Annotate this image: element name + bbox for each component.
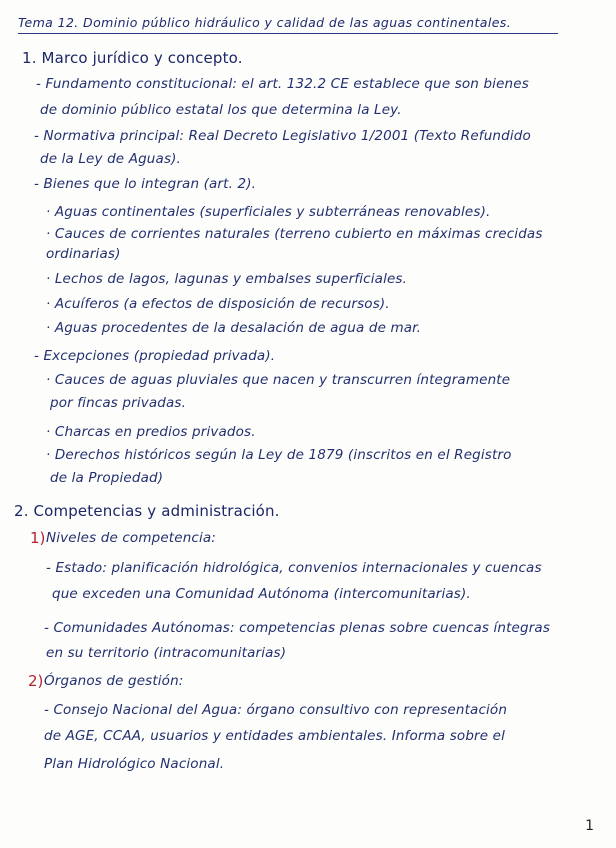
- subheading: Niveles de competencia:: [46, 530, 216, 546]
- text-line: - Normativa principal: Real Decreto Legislativo 1/2001 (Texto Refundido: [34, 128, 531, 144]
- page-title: Tema 12. Dominio público hidráulico y calidad de las aguas continentales.: [18, 15, 512, 30]
- bullet-item: de la Propiedad): [50, 470, 164, 486]
- text-line: en su territorio (intracomunitarias): [46, 645, 287, 661]
- bullet-item: · Aguas continentales (superficiales y subterráneas renovables).: [46, 204, 491, 220]
- bullet-item: · Derechos históricos según la Ley de 1879 (inscritos en el Registro: [46, 447, 512, 463]
- page-number: 1: [585, 818, 594, 834]
- text-line: de la Ley de Aguas).: [40, 151, 181, 167]
- text-line: - Comunidades Autónomas: competencias plenas sobre cuencas íntegras: [44, 620, 551, 636]
- text-line: Plan Hidrológico Nacional.: [44, 756, 225, 772]
- section-heading-1: 1. Marco jurídico y concepto.: [22, 49, 243, 67]
- text-line: - Consejo Nacional del Agua: órgano consultivo con representación: [44, 702, 508, 718]
- text-line: de AGE, CCAA, usuarios y entidades ambientales. Informa sobre el: [44, 728, 505, 744]
- title-underline: [18, 33, 558, 34]
- bullet-item: ordinarias): [46, 246, 121, 262]
- text-line: de dominio público estatal los que determina la Ley.: [40, 102, 402, 118]
- text-line: - Bienes que lo integran (art. 2).: [34, 176, 257, 192]
- bullet-item: · Charcas en predios privados.: [46, 424, 256, 440]
- text-line: - Estado: planificación hidrológica, convenios internacionales y cuencas: [46, 560, 542, 576]
- text-line: - Excepciones (propiedad privada).: [34, 348, 276, 364]
- list-number-2: 2): [28, 672, 44, 690]
- text-line: - Fundamento constitucional: el art. 132.2 CE establece que son bienes: [36, 76, 529, 92]
- subheading: Órganos de gestión:: [44, 673, 184, 689]
- text-line: que exceden una Comunidad Autónoma (intercomunitarias).: [52, 586, 471, 602]
- bullet-item: · Acuíferos (a efectos de disposición de recursos).: [46, 296, 390, 312]
- bullet-item: · Aguas procedentes de la desalación de agua de mar.: [46, 320, 422, 336]
- bullet-item: por fincas privadas.: [50, 395, 187, 411]
- list-number-1: 1): [30, 529, 46, 547]
- bullet-item: · Cauces de aguas pluviales que nacen y transcurren íntegramente: [46, 372, 511, 388]
- section-heading-2: 2. Competencias y administración.: [14, 502, 280, 520]
- bullet-item: · Cauces de corrientes naturales (terreno cubierto en máximas crecidas: [46, 226, 543, 242]
- bullet-item: · Lechos de lagos, lagunas y embalses superficiales.: [46, 271, 408, 287]
